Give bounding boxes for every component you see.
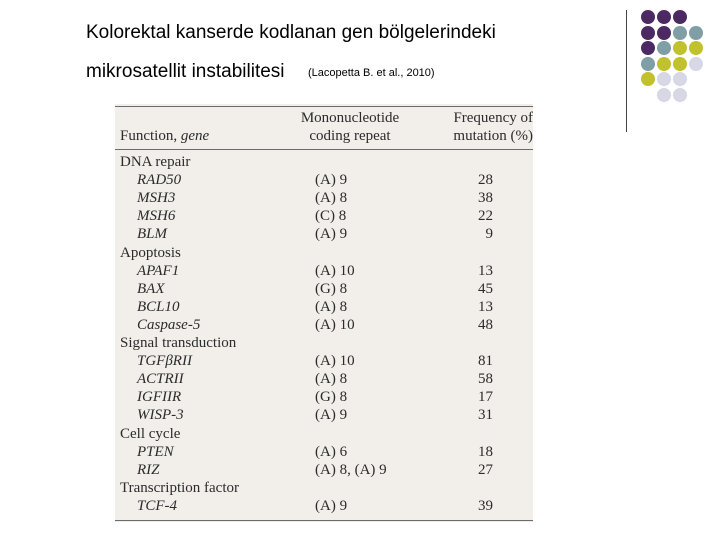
table-row [115, 317, 533, 335]
mutation-frequency: 39 [478, 497, 493, 514]
coding-repeat: (C) 8 [315, 208, 347, 225]
decor-dot [657, 26, 671, 40]
table-row [115, 353, 533, 371]
mutation-frequency: 22 [478, 208, 493, 225]
mutation-frequency: 18 [478, 443, 493, 460]
table-row [115, 226, 533, 244]
category-label: Transcription factor [120, 479, 240, 496]
citation: (Lacopetta B. et al., 2010) [308, 67, 435, 79]
gene-name: RIZ [137, 461, 160, 478]
coding-repeat: (A) 8 [315, 298, 348, 315]
table-category-row [115, 245, 533, 263]
decor-dot [657, 41, 671, 55]
mutation-frequency: 17 [478, 389, 493, 406]
table-row [115, 299, 533, 317]
table-row [115, 263, 533, 281]
coding-repeat: (A) 9 [315, 497, 348, 514]
gene-name: MSH6 [137, 208, 176, 225]
table-category-row [115, 426, 533, 444]
table-top-rule [115, 106, 533, 107]
table-row [115, 462, 533, 480]
decor-dot [689, 57, 703, 71]
header-function: Function, gene [120, 128, 210, 144]
category-label: Signal transduction [120, 335, 237, 351]
table-category-row [115, 154, 533, 172]
mutation-frequency: 13 [478, 298, 493, 315]
table-row [115, 389, 533, 407]
table-header-rule [115, 149, 533, 150]
decor-dot [641, 57, 655, 71]
coding-repeat: (A) 10 [315, 316, 355, 333]
header-repeat-1: Mononucleotide [300, 110, 400, 126]
table-row [115, 498, 533, 516]
decor-dot [689, 41, 703, 55]
decor-dot [689, 26, 703, 40]
gene-name: Caspase-5 [137, 316, 201, 333]
gene-name: IGFIIR [137, 389, 182, 406]
msi-gene-table [115, 104, 533, 522]
gene-name: ACTRII [137, 371, 184, 388]
decor-dot [657, 72, 671, 86]
header-repeat-2: coding repeat [309, 128, 391, 144]
coding-repeat: (A) 9 [315, 226, 348, 243]
table-bottom-rule [115, 520, 533, 521]
mutation-frequency: 58 [478, 371, 493, 388]
mutation-frequency: 45 [478, 280, 493, 297]
coding-repeat: (A) 6 [315, 443, 348, 460]
decor-dot [641, 72, 655, 86]
coding-repeat: (A) 9 [315, 407, 348, 424]
coding-repeat: (A) 10 [315, 262, 355, 279]
table-row [115, 444, 533, 462]
table-row [115, 190, 533, 208]
gene-name: MSH3 [137, 190, 176, 207]
mutation-frequency: 9 [485, 226, 493, 243]
decor-dot [641, 26, 655, 40]
table-row [115, 371, 533, 389]
decor-dot [673, 10, 687, 24]
table-row [115, 281, 533, 299]
mutation-frequency: 48 [478, 316, 493, 333]
gene-name: BAX [137, 280, 165, 297]
category-label: DNA repair [120, 154, 191, 170]
category-label: Cell cycle [120, 425, 181, 442]
decor-dot [657, 88, 671, 102]
gene-name: TCF-4 [137, 497, 178, 514]
coding-repeat: (A) 8 [315, 371, 348, 388]
decor-dot [641, 41, 655, 55]
decor-dot [673, 88, 687, 102]
mutation-frequency: 13 [478, 262, 493, 279]
table-category-row [115, 480, 533, 498]
mutation-frequency: 27 [478, 461, 493, 478]
gene-name: APAF1 [137, 262, 180, 279]
table-category-row [115, 335, 533, 353]
decor-dot [657, 57, 671, 71]
mutation-frequency: 81 [478, 353, 493, 370]
decor-dot [641, 10, 655, 24]
category-label: Apoptosis [120, 244, 181, 261]
decor-dot [673, 57, 687, 71]
decor-dot [673, 41, 687, 55]
gene-name: RAD50 [137, 172, 182, 189]
decor-dot [657, 10, 671, 24]
coding-repeat: (G) 8 [315, 280, 348, 297]
header-freq-2: mutation (%) [453, 128, 533, 144]
mutation-frequency: 31 [478, 407, 493, 424]
gene-name: BCL10 [137, 298, 180, 315]
coding-repeat: (G) 8 [315, 389, 348, 406]
gene-name: PTEN [137, 443, 174, 460]
coding-repeat: (A) 8 [315, 190, 348, 207]
table-row [115, 172, 533, 190]
mutation-frequency: 28 [478, 172, 493, 189]
gene-name: BLM [137, 226, 167, 243]
table-row [115, 208, 533, 226]
gene-name: WISP-3 [137, 407, 184, 424]
table-row [115, 407, 533, 425]
slide-title: Kolorektal kanserde kodlanan gen bölgelerindeki [86, 22, 496, 43]
decor-divider [626, 10, 627, 132]
header-freq-1: Frequency of [453, 110, 533, 126]
gene-name: TGFβRII [137, 353, 192, 370]
coding-repeat: (A) 10 [315, 353, 355, 370]
decor-dot [673, 26, 687, 40]
coding-repeat: (A) 8, (A) 9 [315, 461, 387, 478]
mutation-frequency: 38 [478, 190, 493, 207]
slide-subtitle: mikrosatellit instabilitesi [86, 61, 285, 82]
decor-dot [673, 72, 687, 86]
coding-repeat: (A) 9 [315, 172, 348, 189]
